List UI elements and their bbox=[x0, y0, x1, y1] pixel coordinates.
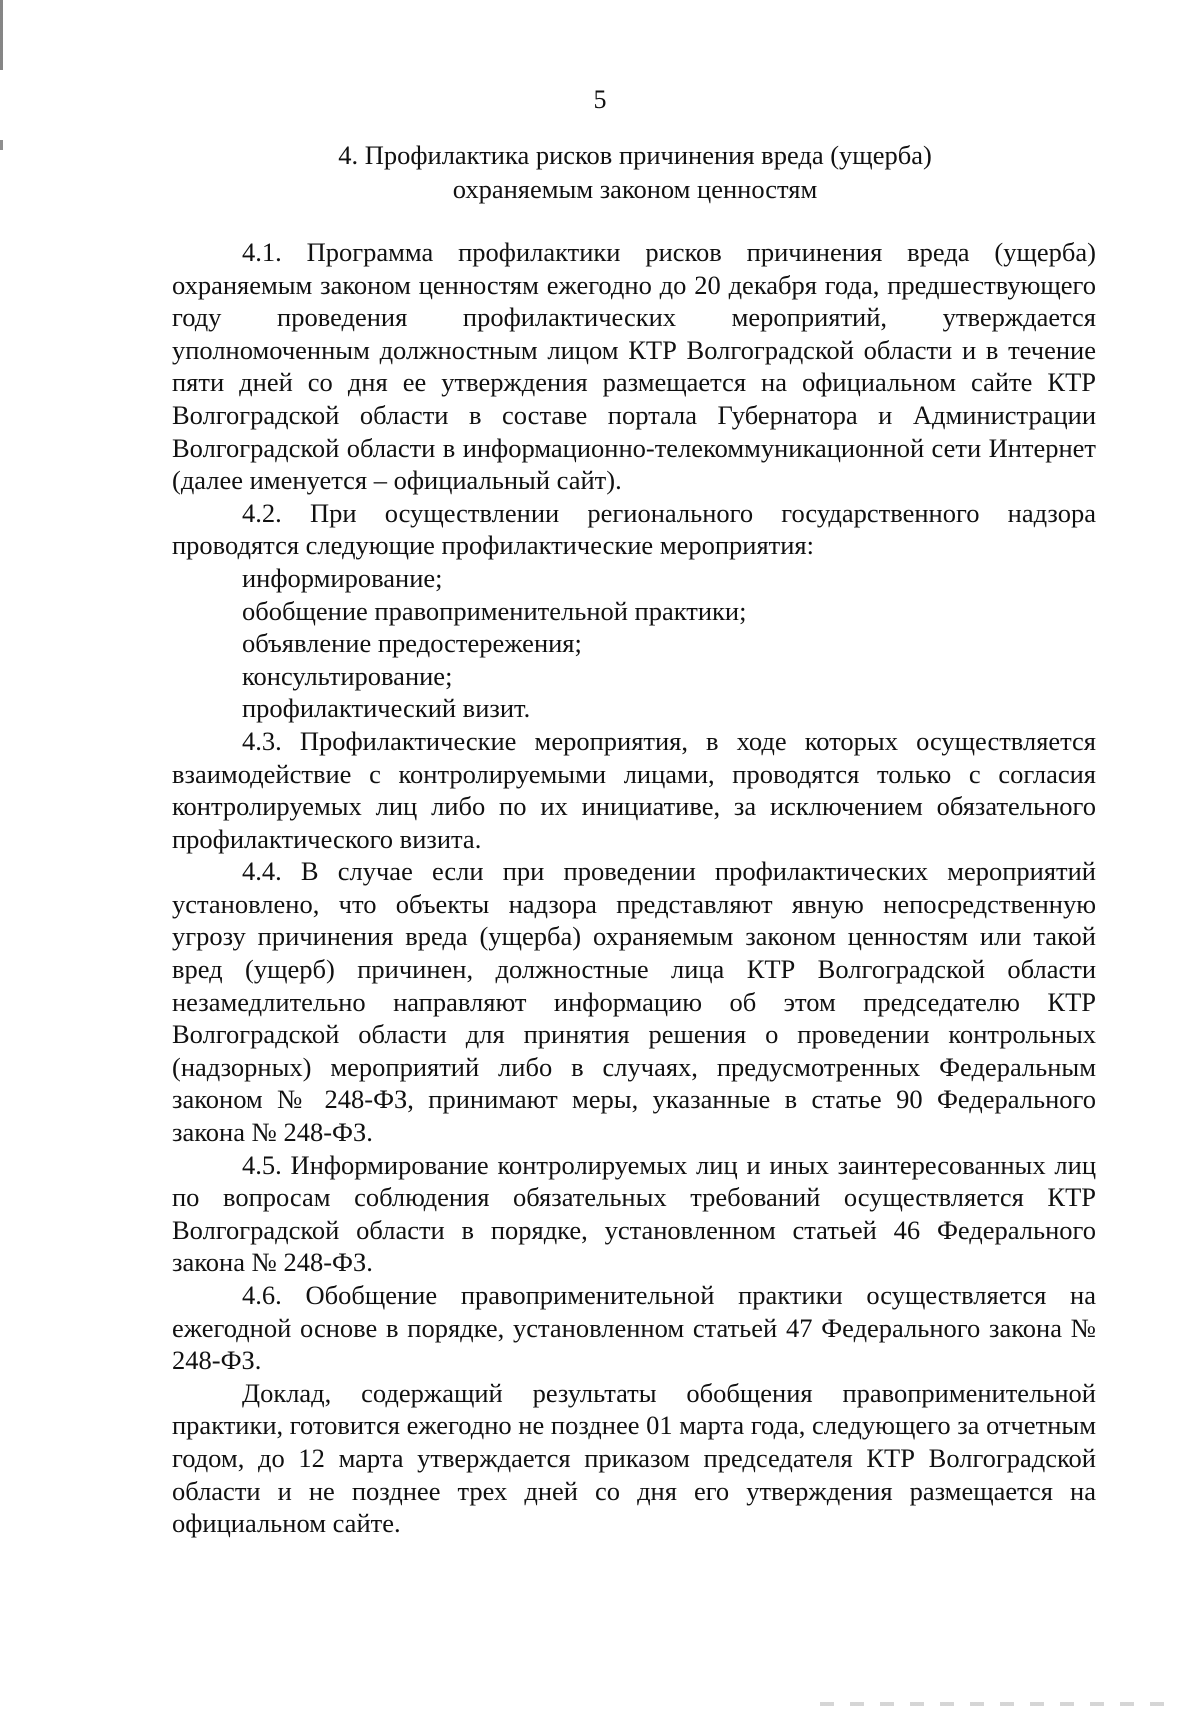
list-item: консультирование; bbox=[242, 660, 453, 691]
list-item: объявление предостережения; bbox=[242, 628, 582, 659]
paragraph-4-5: 4.5. Информирование контролируемых лиц и иных заинтересованных лиц по вопросам соблюдения обязательных требований осуществляется КТР Волгоградской области в порядке, установленном статьей 46 Федерального закона № 248-ФЗ. bbox=[172, 1149, 1096, 1278]
section-heading bbox=[170, 138, 1100, 206]
paragraph-report: Доклад, содержащий результаты обобщения правоприменительной практики, готовится ежегодно не позднее 01 марта года, следующего за отчетным годом, до 12 марта утверждается приказом председателя КТР Волгоградской области и не позднее трех дней со дня его утверждения размещается на официальном сайте. bbox=[172, 1377, 1096, 1539]
section-title-line-2: охраняемым законом ценностям bbox=[452, 174, 818, 204]
section-title-line-1: 4. Профилактика рисков причинения вреда (ущерба) bbox=[338, 140, 932, 170]
list-item: профилактический визит. bbox=[242, 693, 531, 724]
paragraph-4-6: 4.6. Обобщение правоприменительной практики осуществляется на ежегодной основе в порядке, установленном статьей 47 Федерального закона № 248-ФЗ. bbox=[172, 1280, 1096, 1376]
document-body bbox=[172, 236, 1096, 1540]
paragraph-4-4: 4.4. В случае если при проведении профилактических мероприятий установлено, что объекты надзора представляют явную непосредственную угрозу причинения вреда (ущерба) охраняемым законом ценностям или такой вред (ущерб) причинен, должностные лица КТР Волгоградской области незамедлительно направляют информацию об этом председателю КТР Волгоградской области для принятия решения о проведении контрольных (надзорных) мероприятий либо в случаях, предусмотренных Федеральным законом № 248-ФЗ, принимают меры, указанные в статье 90 Федерального закона № 248-ФЗ. bbox=[172, 856, 1096, 1148]
list-item: информирование; bbox=[242, 562, 443, 593]
paragraph-4-3: 4.3. Профилактические мероприятия, в ходе которых осуществляется взаимодействие с контролируемыми лицами, проводятся только с согласия контролируемых лиц либо по их инициативе, за исключением обязательного профилактического визита. bbox=[172, 725, 1096, 854]
measures-list bbox=[172, 562, 1096, 725]
paragraph-4-2: 4.2. При осуществлении регионального государственного надзора проводятся следующие профилактические мероприятия: bbox=[172, 497, 1096, 561]
scan-edge-mark bbox=[0, 0, 3, 1709]
list-item: обобщение правоприменительной практики; bbox=[242, 595, 747, 626]
scan-bottom-artifact bbox=[820, 1702, 1180, 1706]
page-number: 5 bbox=[593, 85, 607, 114]
paragraph-4-1: 4.1. Программа профилактики рисков причинения вреда (ущерба) охраняемым законом ценностям ежегодно до 20 декабря года, предшествующего году проведения профилактических мероприятий, утверждается уполномоченным должностным лицом КТР Волгоградской области и в течение пяти дней со дня ее утверждения размещается на официальном сайте КТР Волгоградской области в составе портала Губернатора и Администрации Волгоградской области в информационно-телекоммуникационной сети Интернет (далее именуется – официальный сайт). bbox=[172, 237, 1096, 496]
